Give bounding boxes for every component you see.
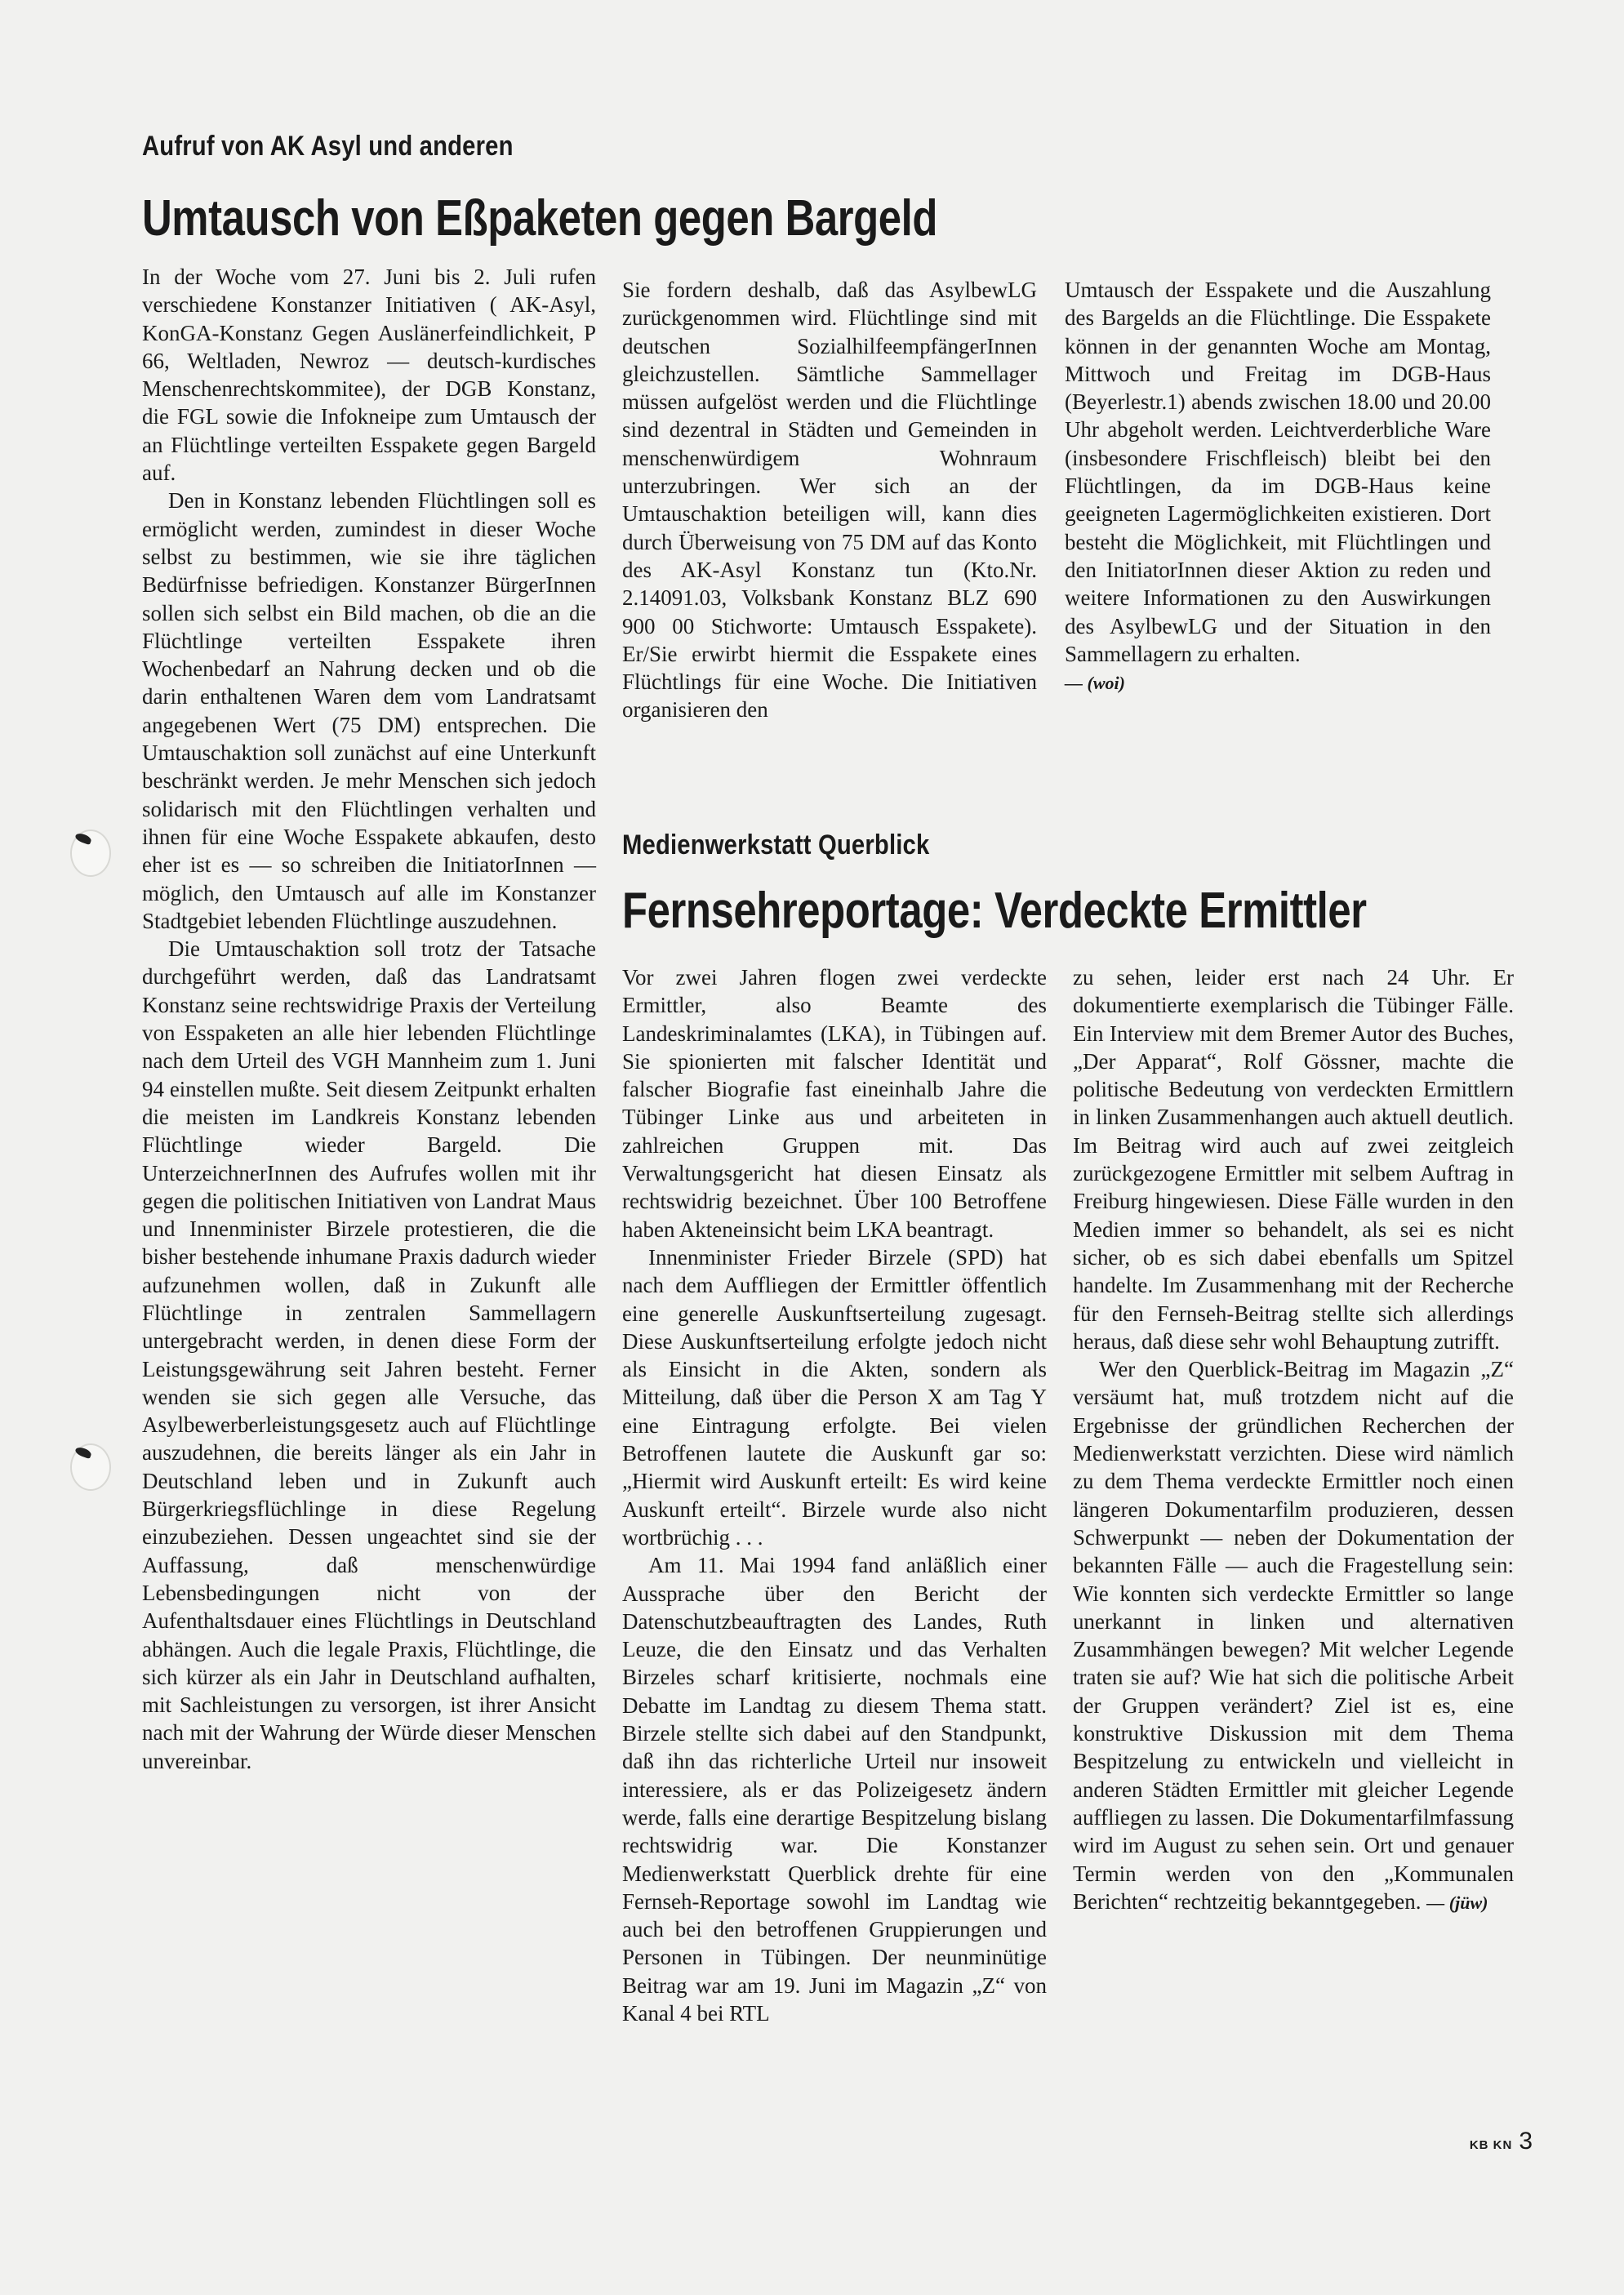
article2-col2-paragraph: [1073, 1355, 1514, 1917]
article1-column-2: [622, 276, 1037, 724]
punch-hole-top: [70, 829, 111, 877]
article1-kicker: Aufruf von AK Asyl und anderen: [142, 131, 514, 162]
article1-column-3: [1065, 276, 1491, 697]
page-footer: [1470, 2128, 1533, 2155]
punch-hole-bottom: [70, 1443, 111, 1491]
page-number: 3: [1519, 2128, 1533, 2155]
article1-col1-paragraph: In der Woche vom 27. Juni bis 2. Juli rufen verschiedene Konstanzer Initiativen ( AK-Asyl, KonGA-Konstanz Gegen Auslänerfeindlichkeit, P 66, Weltladen, Newroz — deutsch-kurdisches Menschenrechtskommitee), der DGB Konstanz, die FGL sowie die Infokneipe zum Umtausch der an Flüchtlinge verteilten Esspakete gegen Bargeld auf.: [142, 265, 596, 486]
article1-col1-paragraph: Die Umtauschaktion soll trotz der Tatsache durchgeführt werden, daß das Landratsamt Konstanz seine rechtswidrige Praxis der Verteilung von Esspaketen an alle hier lebenden Flüchtlinge nach dem Urteil des VGH Mannheim zum 1. Juni 94 einstellen mußte. Seit diesem Zeitpunkt erhalten die meisten im Landkreis Konstanz lebenden Flüchtlinge wieder Bargeld. Die UnterzeichnerInnen des Aufrufes wollen mit ihr gegen die politischen Initiativen von Landrat Maus und Innenminister Birzele protestieren, die die bisher bestehende inhumane Praxis dadurch wieder aufzunehmen wollen, daß in Zukunft alle Flüchtlinge in zentralen Sammellagern untergebracht werden, in denen diese Form der Leistungsgewährung seit Jahren besteht. Ferner wenden sie sich gegen alle Versuche, das Asylbewerberleistungsgesetz auch auf Flüchtlinge auszudehnen, die bereits länger als ein Jahr in Deutschland leben und in Zukunft auch Bürgerkriegsflüchlinge in diese Regelung einzubeziehen. Dessen ungeachtet sind sie der Auffassung, daß menschenwürdige Lebensbedingungen nicht von der Aufenthaltsdauer eines Flüchtlings in Deutschland abhängen. Auch die legale Praxis, Flüchtlinge, die sich kürzer als ein Jahr in Deutschland aufhalten, mit Sachleistungen zu versorgen, ist ihrer Ansicht nach mit der Wahrung der Würde dieser Menschen unvereinbar.: [142, 936, 596, 1773]
article2-column-2: [1073, 963, 1514, 1917]
article2-signature: — (jüw): [1426, 1892, 1488, 1913]
article1-col2-paragraph: Sie fordern deshalb, daß das AsylbewLG zurückgenommen wird. Flüchtlinge sind mit deutschen SozialhilfeempfängerInnen gleichzustellen. Sämtliche Sammellager müssen aufgelöst werden und die Flüchtlinge sind dezentral in Städten und Gemeinden in menschenwürdigem Wohnraum unterzubringen. Wer sich an der Umtauschaktion beteiligen will, kann dies durch Überweisung von 75 DM auf das Konto des AK-Asyl Konstanz tun (Kto.Nr. 2.14091.03, Volksbank Konstanz BLZ 690 900 00 Stichworte: Umtausch Esspakete). Er/Sie erwirbt hiermit die Esspakete eines Flüchtlings für eine Woche. Die Initiativen organisieren den: [622, 278, 1037, 723]
article2-column-1: [622, 963, 1047, 2027]
article1-col3-paragraph: Umtausch der Esspakete und die Auszahlung des Bargelds an die Flüchtlinge. Die Esspakete können in der genannten Woche am Montag, Mittwoch und Freitag im DGB-Haus (Beyerlestr.1) abends zwischen 18.00 und 20.00 Uhr abgeholt werden. Leichtverderbliche Ware (insbesondere Frischfleisch) bleibt bei den Flüchtlingen, da im DGB-Haus keine geeigneten Lagermöglichkeiten existieren. Dort besteht die Möglichkeit, mit Flüchtlingen und den InitiatorInnen dieser Aktion zu reden und weitere Informationen zu den Auswirkungen des AsylbewLG und der Situation in den Sammellagern zu erhalten.: [1065, 278, 1491, 666]
article1-signature-text: — (woi): [1065, 673, 1125, 694]
article1-headline: Umtausch von Eßpaketen gegen Bargeld: [142, 190, 938, 247]
article1-col1-paragraph: Den in Konstanz lebenden Flüchtlingen soll es ermöglicht werden, zumindest in dieser Woche selbst zu bestimmen, wie sie ihre täglichen Bedürfnisse befriedigen. Konstanzer BürgerInnen sollen sich selbst ein Bild machen, ob die an die Flüchtlinge verteilten Esspakete ihren Wochenbedarf an Nahrung decken und ob die darin enthaltenen Waren dem vom Landratsamt angegebenen Wert (75 DM) entsprechen. Die Umtauschaktion soll zunächst auf eine Unterkunft beschränkt werden. Je mehr Menschen sich jedoch solidarisch mit den Flüchtlingen verhalten und ihnen für eine Woche Esspakete abkaufen, desto eher ist es — so schreiben die InitiatorInnen — möglich, den Umtausch auf alle im Konstanzer Stadtgebiet lebenden Flüchtlinge auszudehnen.: [142, 488, 596, 933]
article2-col1-paragraph: Am 11. Mai 1994 fand anläßlich einer Aussprache über den Bericht der Datenschutzbeauftragten des Landes, Ruth Leuze, die den Einsatz und das Verhalten Birzeles scharf kritisierte, nochmals eine Debatte im Landtag zu diesem Thema statt. Birzele stellte sich dabei auf den Standpunkt, daß ihn das richterliche Urteil nur insoweit interessiere, als er das Polizeigesetz ändern werde, falls eine derartige Bespitzelung bislang rechtswidrig war. Die Konstanzer Medienwerkstatt Querblick drehte für eine Fernseh-Reportage sowohl im Landtag wie auch bei den betroffenen Gruppierungen und Personen in Tübingen. Der neunminütige Beitrag war am 19. Juni im Magazin „Z“ von Kanal 4 bei RTL: [622, 1553, 1047, 2026]
publication-abbreviation: KB KN: [1469, 2138, 1513, 2152]
article2-kicker: Medienwerkstatt Querblick: [622, 829, 930, 861]
article2-col1-paragraph: Innenminister Frieder Birzele (SPD) hat nach dem Auffliegen der Ermittler öffentlich eine generelle Auskunftserteilung zugesagt. Diese Auskunftserteilung erfolgte jedoch nicht als Einsicht in die Akten, sondern als Mitteilung, daß über die Person X am Tag Y eine Eintragung erfolgte. Bei vielen Betroffenen lautete die Auskunft gar so: „Hiermit wird Auskunft erteilt: Es wird keine Auskunft erteilt“. Birzele wurde also nicht wortbrüchig . . .: [622, 1244, 1047, 1550]
article1-signature: [1065, 668, 1491, 697]
article2-headline: Fernsehreportage: Verdeckte Ermittler: [622, 883, 1367, 939]
article2-col2-paragraph: zu sehen, leider erst nach 24 Uhr. Er dokumentierte exemplarisch die Tübinger Fälle. Ein Interview mit dem Bremer Autor des Buches, „Der Apparat“, Rolf Gössner, machte die politische Bedeutung von verdeckten Ermittlern in linken Zusammenhangen auch aktuell deutlich. Im Beitrag wird auch auf zwei zeitgleich zurückgezogene Ermittler mit selbem Auftrag in Freiburg hingewiesen. Diese Fälle wurden in den Medien immer so behandelt, als sei es nicht sicher, ob es sich dabei ebenfalls um Spitzel handelte. Im Zusammenhang mit der Recherche für den Fernseh-Beitrag stellte sich allerdings heraus, daß diese sehr wohl Behauptung zutrifft.: [1073, 965, 1514, 1354]
article2-col1-paragraph: Vor zwei Jahren flogen zwei verdeckte Ermittler, also Beamte des Landeskriminalamtes (LKA), in Tübingen auf. Sie spionierten mit falscher Identität und falscher Biografie fast eineinhalb Jahre die Tübinger Linke aus und arbeiteten in zahlreichen Gruppen mit. Das Verwaltungsgericht hat diesen Einsatz als rechtswidrig bezeichnet. Über 100 Betroffene haben Akteneinsicht beim LKA beantragt.: [622, 965, 1047, 1242]
article1-column-1: [142, 263, 596, 1775]
article2-col2-last-paragraph: Wer den Querblick-Beitrag im Magazin „Z“ versäumt hat, muß trotzdem nicht auf die Ergebnisse der gründlichen Recherchen der Medienwerkstatt verzichten. Diese wird nämlich zu dem Thema verdeckte Ermittler noch einen längeren Dokumentarfilm produzieren, dessen Schwerpunkt — neben der Dokumentation der bekannten Fälle — auch die Fragestellung sein: Wie konnten sich verdeckte Ermittler so lange unerkannt in linken und alternativen Zusammhängen bewegen? Mit welcher Legende traten sie auf? Wie hat sich die politische Arbeit der Gruppen verändert? Ziel ist es, eine konstruktive Diskussion mit dem Thema Bespitzelung zu entwickeln und vielleicht in anderen Städten Ermittler mit gleicher Legende auffliegen zu lassen. Die Dokumentarfilmfassung wird im August zu sehen sein. Ort und genauer Termin werden von den „Kommunalen Berichten“ rechtzeitig bekanntgegeben.: [1073, 1357, 1514, 1914]
